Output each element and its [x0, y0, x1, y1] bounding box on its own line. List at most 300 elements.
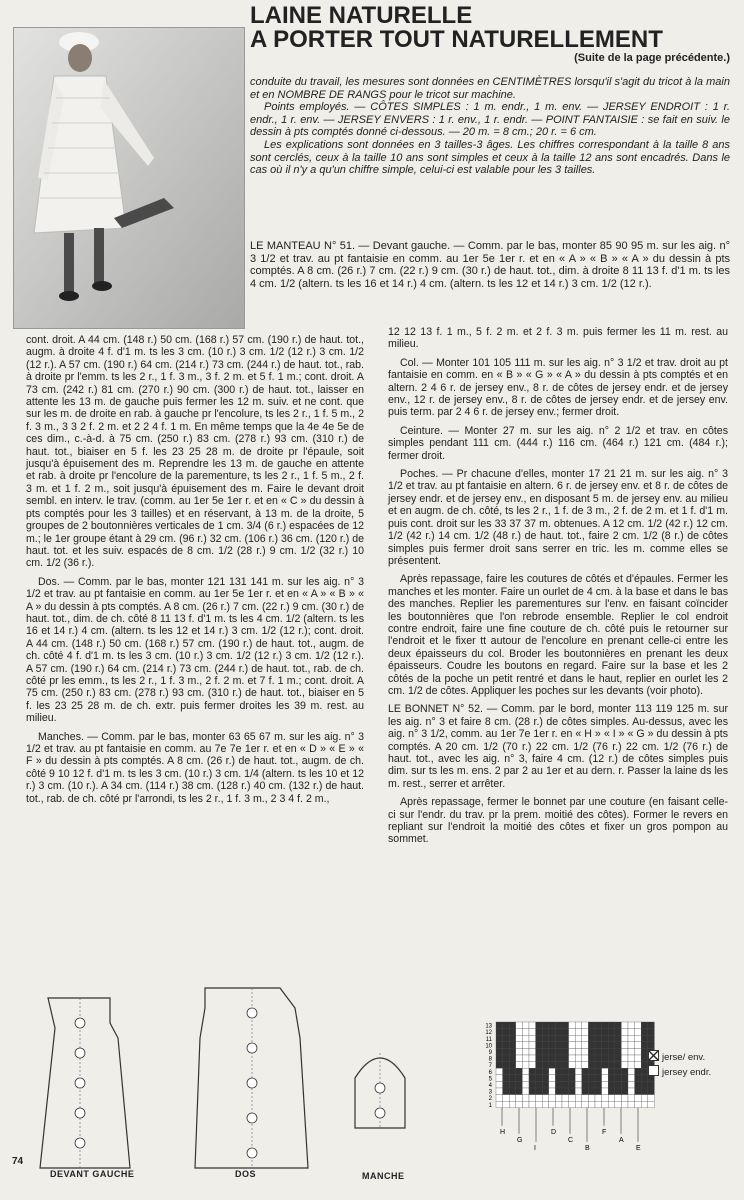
chart-cell	[628, 1029, 635, 1036]
chart-cell	[522, 1042, 529, 1049]
chart-cell	[569, 1081, 576, 1088]
chart-cell	[582, 1042, 589, 1049]
chart-cell	[595, 1081, 602, 1088]
chart-cell	[522, 1022, 529, 1029]
chart-legend	[648, 1050, 711, 1080]
devant-gauche-label: DEVANT GAUCHE	[50, 1169, 135, 1179]
chart-cell	[529, 1042, 536, 1049]
chart-cell	[635, 1068, 642, 1075]
chart-cell	[628, 1101, 635, 1108]
chart-cell	[562, 1081, 569, 1088]
chart-cell	[503, 1095, 510, 1102]
chart-cell	[602, 1068, 609, 1075]
chart-cell	[602, 1022, 609, 1029]
chart-cell	[569, 1088, 576, 1095]
chart-cell	[588, 1068, 595, 1075]
chart-cell	[536, 1081, 543, 1088]
chart-cell	[602, 1095, 609, 1102]
chart-cell	[595, 1022, 602, 1029]
chart-cell	[549, 1042, 556, 1049]
chart-cell	[542, 1101, 549, 1108]
ceinture-paragraph: Ceinture. — Monter 27 m. sur les aig. n° 2 1/2 et trav. en côtes simples pendant 111 cm. (444 r.) 116 cm. (464 r.) 121 cm. (484 r.); fermer droit.	[388, 424, 728, 462]
chart-cell	[542, 1048, 549, 1055]
chart-cell	[608, 1081, 615, 1088]
chart-cell	[529, 1081, 536, 1088]
chart-cell	[522, 1029, 529, 1036]
chart-cell	[575, 1088, 582, 1095]
intro-block	[250, 76, 730, 177]
legend-item-endr	[648, 1065, 711, 1080]
chart-cell	[621, 1068, 628, 1075]
chart-cell	[602, 1075, 609, 1082]
chart-cell	[509, 1101, 516, 1108]
chart-cell	[608, 1075, 615, 1082]
chart-cell	[595, 1029, 602, 1036]
row-number-label: 10	[485, 1043, 492, 1050]
chart-cell	[582, 1081, 589, 1088]
row-number-label: 12	[485, 1030, 492, 1037]
chart-cell	[536, 1048, 543, 1055]
chart-cell	[602, 1088, 609, 1095]
chart-cell	[615, 1081, 622, 1088]
chart-cell	[496, 1101, 503, 1108]
chart-cell	[595, 1048, 602, 1055]
chart-cell	[503, 1075, 510, 1082]
chart-cell	[595, 1075, 602, 1082]
chart-cell	[641, 1095, 648, 1102]
chart-cell	[608, 1088, 615, 1095]
chart-cell	[582, 1101, 589, 1108]
chart-cell	[582, 1029, 589, 1036]
chart-cell	[503, 1081, 510, 1088]
chart-cell	[496, 1042, 503, 1049]
chart-cell	[588, 1048, 595, 1055]
chart-cell	[536, 1042, 543, 1049]
chart-cell	[555, 1029, 562, 1036]
col-paragraph: Col. — Monter 101 105 111 m. sur les aig. n° 3 1/2 et trav. droit au pt fantaisie en comm. en « B » « G » « A » du dessin à pts comptés et en altern. 2 4 6 r. de jersey env., 8 r. de côtes de jersey endr. et de jersey env., 12 r. de jersey env., 8 r. de côtes de jersey endr. et de jersey env. puis term. par 2 4 6 r. de jersey env.; fermer droit.	[388, 356, 728, 419]
chart-cell	[562, 1022, 569, 1029]
chart-cell	[555, 1088, 562, 1095]
chart-cell	[588, 1062, 595, 1069]
chart-cell	[635, 1101, 642, 1108]
left-column	[26, 334, 364, 811]
chart-cell	[602, 1029, 609, 1036]
chart-cell	[582, 1075, 589, 1082]
chart-cell	[608, 1068, 615, 1075]
chart-cell	[536, 1095, 543, 1102]
chart-cell	[509, 1035, 516, 1042]
chart-cell	[575, 1055, 582, 1062]
chart-cell	[569, 1055, 576, 1062]
chart-cell	[542, 1075, 549, 1082]
chart-cell	[602, 1062, 609, 1069]
chart-cell	[621, 1042, 628, 1049]
chart-cell	[509, 1048, 516, 1055]
chart-cell	[602, 1101, 609, 1108]
chart-cell	[509, 1075, 516, 1082]
chart-cell	[615, 1029, 622, 1036]
chart-cell	[635, 1088, 642, 1095]
column-marker-label: B	[585, 1144, 590, 1152]
chart-cell	[582, 1035, 589, 1042]
chart-cell	[496, 1048, 503, 1055]
chart-cell	[503, 1088, 510, 1095]
chart-cell	[628, 1062, 635, 1069]
chart-cell	[516, 1062, 523, 1069]
chart-cell	[569, 1022, 576, 1029]
chart-cell	[615, 1088, 622, 1095]
chart-cell	[503, 1029, 510, 1036]
row-number-label: 2	[488, 1096, 492, 1103]
row-number-label: 7	[488, 1063, 492, 1070]
devant-paragraph: cont. droit. A 44 cm. (148 r.) 50 cm. (168 r.) 57 cm. (190 r.) de haut. tot., augm. à droite 4 f. d'1 m. ts les 3 cm. (10 r.) 3 cm. 1/2 (12 r.) 3 cm. 1/2 (12 r.). A 57 cm. (190 r.) 64 cm. (214 r.) 73 cm. (244 r.) de haut. tot., rab. à droite pr l'emm. ts les 2 r., 1 f. 3 m., 3 f. 2 m. et 5 f. 1 m.; cont. droit. A 73 cm. (242 r.) 81 cm. (270 r.) 90 cm. (300 r.) de haut. tot., laisser en attente les 13 m. de gauche puis fermer les 12 m. suiv. et ne cont. que sur les m. de droite en rab. à gauche pr l'encolure, ts les 2 r., 1 f. 5 m., 2 f. 3 m., 3 3 2 f. 2 m. et 2 2 4 f. 1 m. En même temps que la 4e 4e 5e de ces dim., c.-à-d. à 75 cm. (250 r.) 83 cm. (278 r.) 93 cm. (310 r.) de haut. tot., biaiser en 5 f. les 23 25 28 m. de droite pr l'épaule, soit jusqu'à épuisement des m. Reprendre les 13 m. de gauche en attente et rab. à droite pr l'encolure de la parementure, ts les 2 r., 1 f. 5 m., 2 f. 3 m. et 1 f. 2 m., soit jusqu'à épuisement des m. Faire le devant droit sembl. en interv. le trav. (comm. au 1er 5e 1er r. et en « C » du dessin à pts comptés pour les 3 tailles) et en réservant, à 13 m. de la droite, 5 groupes de 2 boutonnières verticales de 1 cm. 3/4 (6 r.) espacées de 12 m.; le 1er groupe étant à 29 cm. (96 r.) 32 cm. (106 r.) 36 cm. (120 r.) de haut. tot. et les suiv. espacés de 8 cm. 1/2 (28 r.) 9 cm. 1/2 (32 r.) 10 cm. 1/2 (36 r.).	[26, 334, 364, 570]
fashion-photo	[13, 27, 245, 329]
chart-cell	[542, 1035, 549, 1042]
chart-cell	[628, 1048, 635, 1055]
chart-cell	[648, 1022, 655, 1029]
title-line-1: LAINE NATURELLE	[250, 2, 473, 29]
chart-cell	[595, 1068, 602, 1075]
chart-cell	[608, 1095, 615, 1102]
row-number-label: 5	[488, 1076, 492, 1083]
chart-cell	[648, 1042, 655, 1049]
chart-cell	[516, 1048, 523, 1055]
chart-cell	[635, 1022, 642, 1029]
chart-cell	[641, 1075, 648, 1082]
chart-cell	[635, 1095, 642, 1102]
chart-cell	[542, 1029, 549, 1036]
chart-cell	[615, 1055, 622, 1062]
chart-cell	[641, 1088, 648, 1095]
chart-cell	[582, 1055, 589, 1062]
chart-cell	[562, 1062, 569, 1069]
chart-cell	[615, 1101, 622, 1108]
chart-cell	[615, 1022, 622, 1029]
chart-cell	[509, 1095, 516, 1102]
right-column	[388, 326, 728, 852]
legend-item-env	[648, 1050, 711, 1065]
chart-cell	[602, 1081, 609, 1088]
chart-cell	[496, 1029, 503, 1036]
chart-cell	[582, 1022, 589, 1029]
chart-cell	[509, 1068, 516, 1075]
chart-cell	[549, 1055, 556, 1062]
chart-cell	[628, 1081, 635, 1088]
chart-cell	[628, 1075, 635, 1082]
intro-paragraph: Les explications sont données en 3 tailles-3 âges. Les chiffres correspondant à la taille 8 ans sont cerclés, ceux à la taille 10 ans sont simples et ceux à la taille 12 ans sont encadrés. Dans le cas où il n'y a qu'un chiffre simple, celui-ci est valable pour les 3 tailles.	[250, 138, 730, 177]
chart-cell	[516, 1101, 523, 1108]
chart-cell	[648, 1088, 655, 1095]
chart-cell	[595, 1095, 602, 1102]
stitch-chart-svg	[478, 1018, 738, 1196]
chart-cell	[562, 1068, 569, 1075]
chart-cell	[516, 1075, 523, 1082]
chart-cell	[615, 1042, 622, 1049]
chart-cell	[628, 1042, 635, 1049]
child-in-coat-photo	[14, 28, 244, 328]
chart-cell	[635, 1029, 642, 1036]
chart-cell	[569, 1035, 576, 1042]
chart-cell	[588, 1088, 595, 1095]
chart-cell	[536, 1068, 543, 1075]
manteau-heading-paragraph: LE MANTEAU N° 51. — Devant gauche. — Comm. par le bas, monter 85 90 95 m. sur les aig. n° 3 1/2 et trav. au pt fantaisie en comm. au 1er 5e 1er r. et en « A » « B » « A » du dessin à pts comptés. A 8 cm. (26 r.) 7 cm. (22 r.) 9 cm. (30 r.) de haut. tot., dim. à droite 8 11 13 f. d'1 m. ts les 4 cm. 1/2 (altern. ts les 16 et 14 r.) 4 cm. (altern. ts les 12 et 14 r.) 3 cm. 1/2 (12 r.).	[250, 240, 730, 290]
chart-cell	[615, 1035, 622, 1042]
dos-label: DOS	[235, 1169, 257, 1179]
chart-cell	[555, 1055, 562, 1062]
chart-cell	[503, 1022, 510, 1029]
chart-cell	[608, 1035, 615, 1042]
chart-cell	[635, 1062, 642, 1069]
chart-cell	[503, 1035, 510, 1042]
chart-cell	[648, 1095, 655, 1102]
chart-cell	[608, 1062, 615, 1069]
chart-cell	[555, 1022, 562, 1029]
chart-cell	[588, 1035, 595, 1042]
chart-cell	[496, 1022, 503, 1029]
chart-cell	[641, 1029, 648, 1036]
chart-cell	[615, 1062, 622, 1069]
chart-cell	[496, 1075, 503, 1082]
chart-cell	[549, 1062, 556, 1069]
row-number-label: 11	[485, 1036, 492, 1043]
chart-cell	[635, 1035, 642, 1042]
chart-cell	[582, 1068, 589, 1075]
chart-cell	[522, 1068, 529, 1075]
chart-cell	[529, 1075, 536, 1082]
chart-cell	[628, 1022, 635, 1029]
chart-cell	[522, 1101, 529, 1108]
chart-cell	[516, 1095, 523, 1102]
subtitle: (Suite de la page précédente.)	[574, 52, 730, 64]
cross-square-icon	[648, 1050, 659, 1061]
chart-cell	[542, 1095, 549, 1102]
stitch-chart	[478, 1018, 738, 1196]
chart-cell	[595, 1088, 602, 1095]
bonnet-paragraph: LE BONNET N° 52. — Comm. par le bord, monter 113 119 125 m. sur les aig. n° 3 et faire 8 cm. (28 r.) de côtes simples. Au-dessus, avec les aig. n° 3 1/2, comm. au 1er 7e 1er r. en « H » « I » « G » du dessin à pts comptés. A 20 cm. 1/2 (70 r.) 22 cm. 1/2 (76 r.) 22 cm. 1/2 (76 r.) de haut. tot., avec les aig. n° 3, faire 4 cm. (12 r.) de côtes simples puis dim. sur ts les m. ens. 2 par 2 au 1er et au dern. r. Passer la laine ds les m. rest., serrer et arrêter.	[388, 703, 728, 790]
chart-cell	[562, 1042, 569, 1049]
chart-cell	[641, 1055, 648, 1062]
chart-cell	[536, 1029, 543, 1036]
chart-cell	[516, 1042, 523, 1049]
chart-cell	[608, 1042, 615, 1049]
chart-cell	[536, 1062, 543, 1069]
pattern-diagrams	[10, 968, 480, 1188]
chart-cell	[529, 1048, 536, 1055]
chart-cell	[621, 1035, 628, 1042]
chart-cell	[522, 1088, 529, 1095]
chart-cell	[529, 1022, 536, 1029]
chart-cell	[582, 1095, 589, 1102]
chart-cell	[648, 1029, 655, 1036]
chart-cell	[582, 1048, 589, 1055]
chart-cell	[503, 1042, 510, 1049]
row-number-label: 13	[485, 1023, 492, 1030]
chart-cell	[503, 1101, 510, 1108]
chart-cell	[648, 1101, 655, 1108]
column-marker-label: C	[568, 1136, 574, 1144]
chart-cell	[641, 1062, 648, 1069]
chart-cell	[516, 1029, 523, 1036]
chart-cell	[562, 1048, 569, 1055]
chart-cell	[588, 1022, 595, 1029]
chart-cell	[516, 1068, 523, 1075]
chart-cell	[522, 1048, 529, 1055]
chart-cell	[575, 1101, 582, 1108]
chart-cell	[621, 1022, 628, 1029]
chart-cell	[555, 1062, 562, 1069]
chart-cell	[588, 1055, 595, 1062]
chart-cell	[555, 1081, 562, 1088]
chart-cell	[496, 1062, 503, 1069]
chart-cell	[569, 1042, 576, 1049]
chart-cell	[569, 1068, 576, 1075]
chart-cell	[562, 1035, 569, 1042]
chart-cell	[516, 1088, 523, 1095]
chart-cell	[608, 1022, 615, 1029]
row-number-label: 3	[488, 1089, 492, 1096]
chart-cell	[575, 1095, 582, 1102]
chart-cell	[615, 1048, 622, 1055]
chart-cell	[621, 1029, 628, 1036]
chart-cell	[595, 1101, 602, 1108]
chart-cell	[621, 1062, 628, 1069]
chart-cell	[496, 1088, 503, 1095]
chart-cell	[562, 1075, 569, 1082]
chart-cell	[641, 1101, 648, 1108]
chart-cell	[522, 1062, 529, 1069]
chart-cell	[569, 1095, 576, 1102]
chart-cell	[536, 1022, 543, 1029]
chart-cell	[621, 1101, 628, 1108]
chart-cell	[575, 1068, 582, 1075]
manches-paragraph: Manches. — Comm. par le bas, monter 63 65 67 m. sur les aig. n° 3 1/2 et trav. au pt fantaisie en comm. au 7e 7e 1er r. et en « D » « E » « F » du dessin à pts comptés. A 8 cm. (26 r.) de haut. tot., augm. de ch. côté 9 10 12 f. d'1 m. ts les 3 cm. (10 r.) 3 cm. 1/4 (altern. ts les 10 et 12 r.) 3 cm. (10 r.). A 34 cm. (114 r.) 38 cm. (128 r.) 40 cm. (132 r.) de haut. tot., rab. de ch. côté pr l'arrondi, ts les 2 r., 1 f. 3 m., 2 3 4 f. 2 m.,	[26, 730, 364, 805]
chart-cell	[641, 1068, 648, 1075]
chart-cell	[522, 1055, 529, 1062]
chart-cell	[595, 1035, 602, 1042]
chart-cell	[588, 1095, 595, 1102]
chart-cell	[635, 1075, 642, 1082]
chart-cell	[542, 1042, 549, 1049]
chart-cell	[575, 1042, 582, 1049]
chart-cell	[549, 1048, 556, 1055]
chart-cell	[608, 1048, 615, 1055]
chart-cell	[588, 1101, 595, 1108]
chart-cell	[549, 1088, 556, 1095]
chart-cell	[529, 1095, 536, 1102]
chart-cell	[549, 1081, 556, 1088]
chart-cell	[595, 1062, 602, 1069]
chart-cell	[529, 1029, 536, 1036]
page-number: 74	[12, 1156, 24, 1167]
chart-cell	[555, 1068, 562, 1075]
column-marker-label: H	[500, 1128, 506, 1136]
chart-cell	[555, 1048, 562, 1055]
chart-cell	[621, 1055, 628, 1062]
chart-cell	[542, 1088, 549, 1095]
chart-cell	[621, 1088, 628, 1095]
chart-cell	[641, 1035, 648, 1042]
empty-square-icon	[648, 1065, 659, 1076]
chart-cell	[522, 1035, 529, 1042]
chart-cell	[641, 1042, 648, 1049]
chart-cell	[503, 1062, 510, 1069]
chart-cell	[635, 1081, 642, 1088]
chart-cell	[648, 1081, 655, 1088]
row-number-label: 6	[488, 1069, 492, 1076]
chart-cell	[555, 1075, 562, 1082]
chart-cell	[496, 1068, 503, 1075]
chart-cell	[575, 1022, 582, 1029]
column-marker-label: A	[619, 1136, 624, 1144]
chart-cell	[549, 1075, 556, 1082]
chart-cell	[635, 1048, 642, 1055]
chart-cell	[529, 1055, 536, 1062]
chart-cell	[628, 1088, 635, 1095]
bonnet-finish-paragraph: Après repassage, fermer le bonnet par une couture (en faisant celle-ci sur l'endr. du trav. pr la prem. moitié des côtes). Former le revers en repliant sur l'endroit la moitié des côtes et fixer un gros pompon au sommet.	[388, 796, 728, 846]
chart-cell	[635, 1042, 642, 1049]
chart-cell	[549, 1068, 556, 1075]
chart-cell	[529, 1068, 536, 1075]
chart-cell	[569, 1048, 576, 1055]
chart-cell	[542, 1068, 549, 1075]
column-marker-label: I	[534, 1144, 536, 1152]
chart-cell	[628, 1095, 635, 1102]
column-marker-label: D	[551, 1128, 557, 1136]
chart-cell	[555, 1035, 562, 1042]
row-number-label: 8	[488, 1056, 492, 1063]
chart-cell	[503, 1048, 510, 1055]
chart-cell	[509, 1088, 516, 1095]
chart-cell	[602, 1048, 609, 1055]
chart-cell	[575, 1081, 582, 1088]
chart-cell	[542, 1022, 549, 1029]
chart-cell	[628, 1068, 635, 1075]
chart-cell	[621, 1081, 628, 1088]
chart-cell	[549, 1022, 556, 1029]
chart-cell	[509, 1062, 516, 1069]
chart-cell	[562, 1055, 569, 1062]
chart-cell	[615, 1068, 622, 1075]
chart-cell	[575, 1048, 582, 1055]
chart-cell	[509, 1081, 516, 1088]
manche-label: MANCHE	[362, 1171, 405, 1181]
chart-cell	[602, 1042, 609, 1049]
intro-paragraph: Points employés. — CÔTES SIMPLES : 1 m. endr., 1 m. env. — JERSEY ENDROIT : 1 r. endr., 1 r. env. — JERSEY ENVERS : 1 r. env., 1 r. endr. — POINT FANTAISIE : se fait en suiv. le dessin à pts comptés donné ci-dessous. — 20 m. = 8 cm.; 20 r. = 6 cm.	[250, 101, 730, 139]
chart-cell	[575, 1075, 582, 1082]
chart-cell	[536, 1101, 543, 1108]
chart-cell	[529, 1101, 536, 1108]
chart-cell	[621, 1075, 628, 1082]
chart-cell	[628, 1035, 635, 1042]
column-marker-label: G	[517, 1136, 523, 1144]
chart-cell	[529, 1035, 536, 1042]
chart-cell	[522, 1075, 529, 1082]
chart-cell	[555, 1101, 562, 1108]
chart-cell	[536, 1055, 543, 1062]
chart-cell	[555, 1042, 562, 1049]
row-number-label: 1	[488, 1102, 492, 1109]
chart-cell	[542, 1081, 549, 1088]
chart-cell	[549, 1101, 556, 1108]
chart-cell	[562, 1095, 569, 1102]
chart-cell	[602, 1035, 609, 1042]
row-number-label: 9	[488, 1050, 492, 1056]
chart-cell	[569, 1101, 576, 1108]
chart-cell	[516, 1081, 523, 1088]
chart-cell	[641, 1048, 648, 1055]
chart-cell	[588, 1029, 595, 1036]
chart-cell	[641, 1022, 648, 1029]
